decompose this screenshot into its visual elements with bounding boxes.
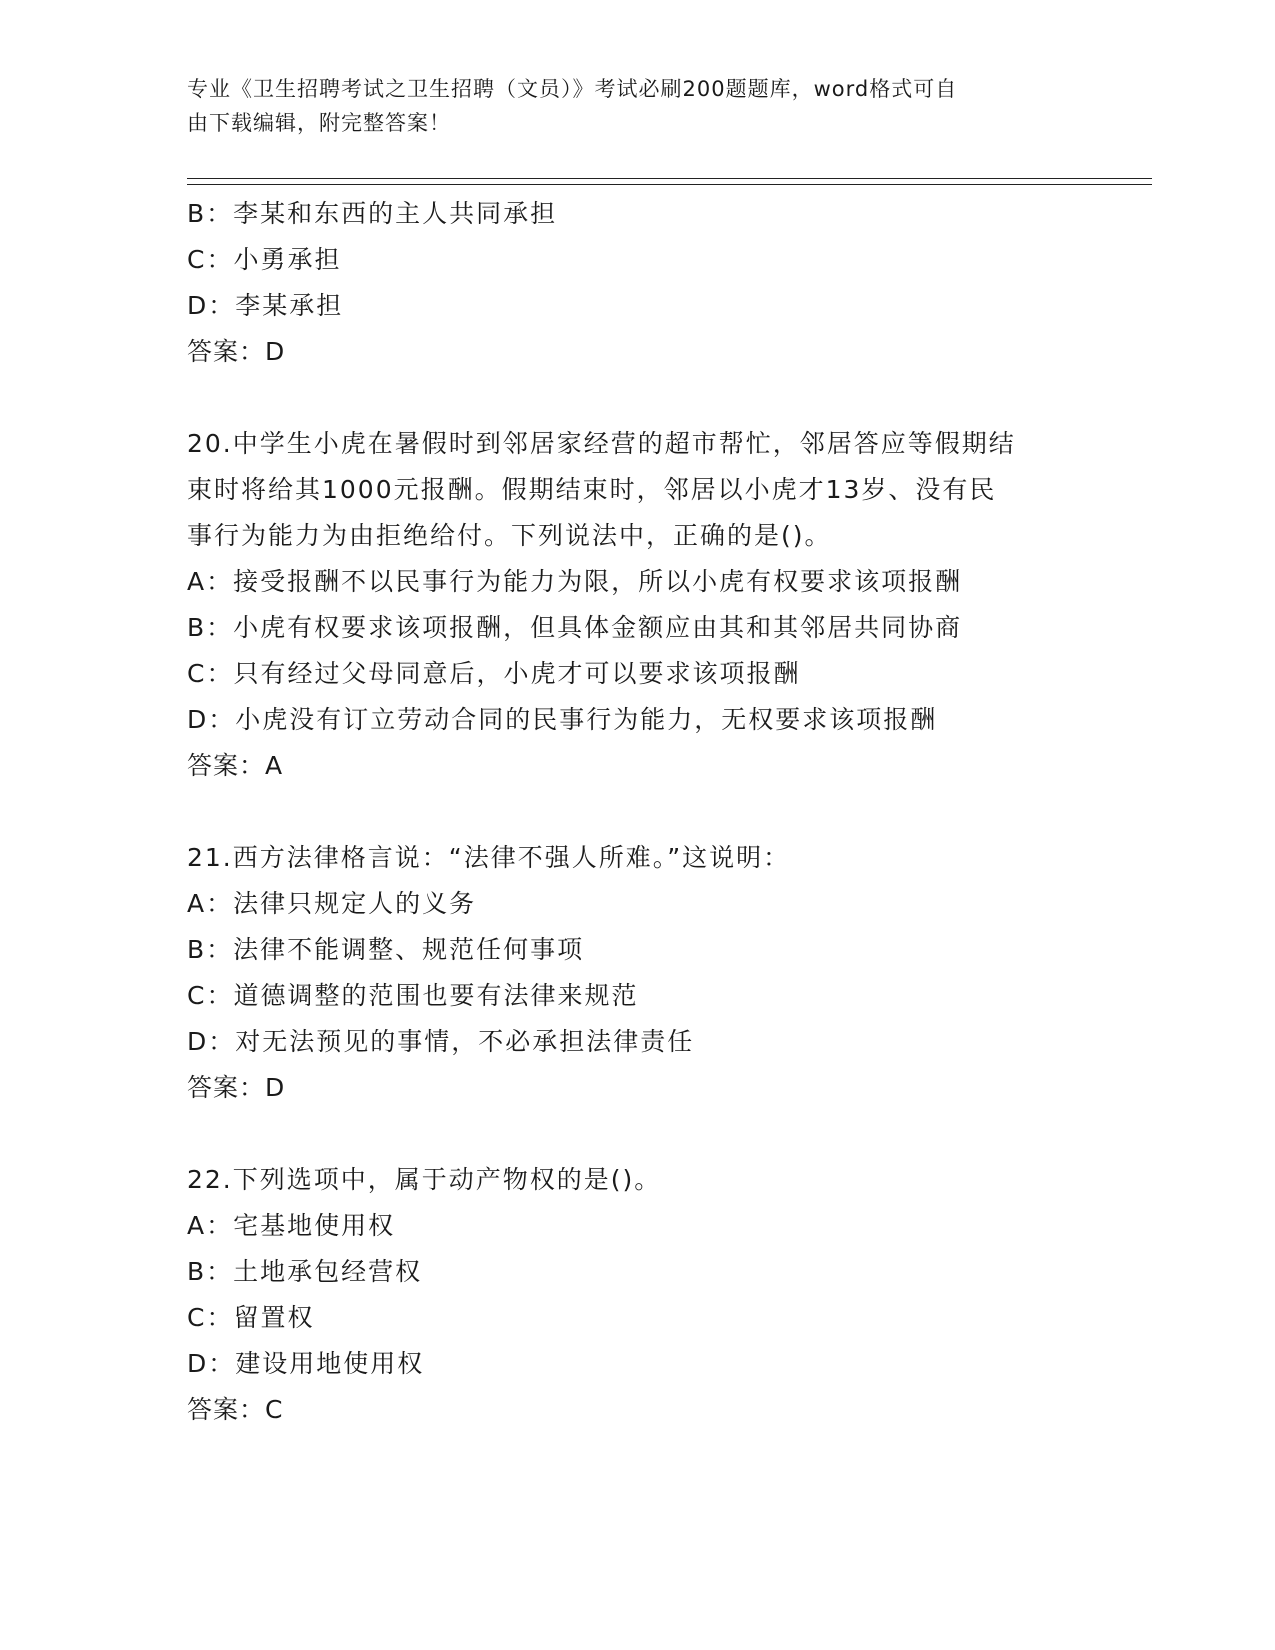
answer-line: 答案：A — [187, 751, 284, 780]
document-header — [187, 72, 1067, 140]
question-body — [187, 191, 1087, 1433]
answer-line: 答案：C — [187, 1395, 284, 1424]
option-c: C：只有经过父母同意后，小虎才可以要求该项报酬 — [187, 659, 801, 688]
spacer — [187, 1111, 1087, 1157]
option-c: C：道德调整的范围也要有法律来规范 — [187, 981, 639, 1010]
header-line-2: 由下载编辑，附完整答案！ — [187, 111, 451, 135]
header-divider-top — [187, 178, 1152, 179]
option-b: B：法律不能调整、规范任何事项 — [187, 935, 585, 964]
question-stem-line: 21.西方法律格言说：“法律不强人所难。”这说明： — [187, 843, 791, 872]
question-stem-line: 束时将给其1000元报酬。假期结束时，邻居以小虎才13岁、没有民 — [187, 475, 997, 504]
answer-line: 答案：D — [187, 337, 286, 366]
option-b: B：小虎有权要求该项报酬，但具体金额应由其和其邻居共同协商 — [187, 613, 963, 642]
option-c: C：留置权 — [187, 1303, 315, 1332]
option-d: D：小虎没有订立劳动合同的民事行为能力，无权要求该项报酬 — [187, 705, 938, 734]
option-b: B：李某和东西的主人共同承担 — [187, 199, 558, 228]
option-c: C：小勇承担 — [187, 245, 342, 274]
option-d: D：李某承担 — [187, 291, 344, 320]
question-20 — [187, 421, 1087, 789]
option-d: D：对无法预见的事情，不必承担法律责任 — [187, 1027, 695, 1056]
option-a: A：接受报酬不以民事行为能力为限，所以小虎有权要求该项报酬 — [187, 567, 963, 596]
spacer — [187, 375, 1087, 421]
option-d: D：建设用地使用权 — [187, 1349, 425, 1378]
answer-line: 答案：D — [187, 1073, 286, 1102]
question-21 — [187, 835, 1087, 1111]
previous-question — [187, 191, 1087, 375]
question-stem-line: 事行为能力为由拒绝给付。下列说法中，正确的是()。 — [187, 521, 832, 550]
option-a: A：宅基地使用权 — [187, 1211, 396, 1240]
header-line-1: 专业《卫生招聘考试之卫生招聘（文员）》考试必刷200题题库，word格式可自 — [187, 77, 958, 101]
spacer — [187, 789, 1087, 835]
option-b: B：土地承包经营权 — [187, 1257, 423, 1286]
question-22 — [187, 1157, 1087, 1433]
header-divider-bottom — [187, 184, 1152, 185]
option-a: A：法律只规定人的义务 — [187, 889, 477, 918]
question-stem-line: 20.中学生小虎在暑假时到邻居家经营的超市帮忙，邻居答应等假期结 — [187, 429, 1016, 458]
question-stem-line: 22.下列选项中，属于动产物权的是()。 — [187, 1165, 662, 1194]
